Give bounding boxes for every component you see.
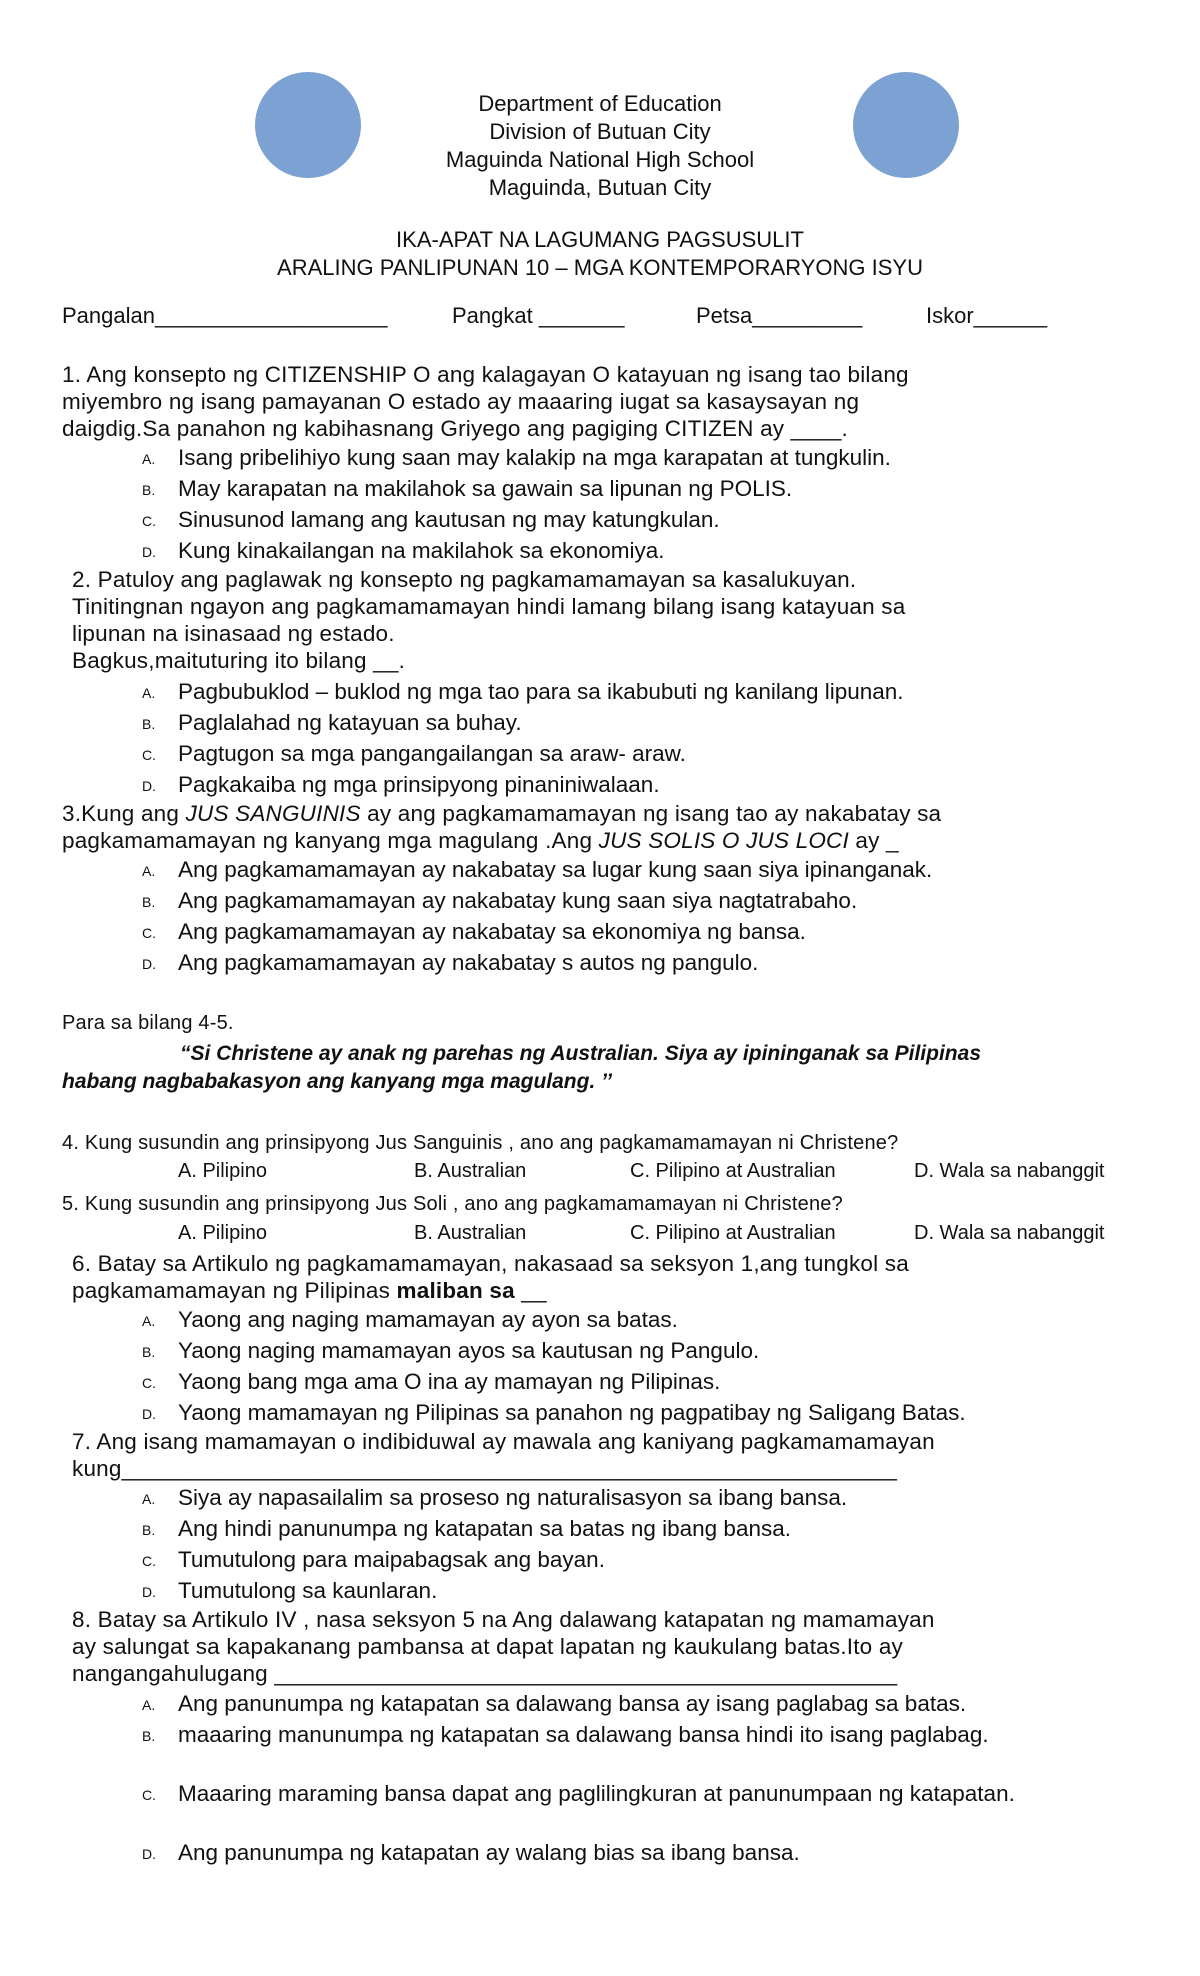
question-text: lipunan na isinasaad ng estado. [72, 621, 395, 646]
question-text: Bagkus,maituturing ito bilang __. [72, 648, 406, 673]
header-line: Division of Butuan City [489, 119, 711, 144]
question-text: ay salungat sa kapakanang pambansa at dapat lapatan ng kaukulang batas.Ito ay [72, 1634, 904, 1659]
question-2 [72, 566, 1152, 674]
question-7 [72, 1428, 1152, 1482]
question-text: daigdig.Sa panahon ng kabihasnang Griyego ang pagiging CITIZEN ay ____. [62, 416, 848, 441]
question-text: nangangahulugang _________________________________________________ [72, 1661, 898, 1686]
question-text: miyembro ng isang pamayanan O estado ay maaaring iugat sa kasaysayan ng [62, 389, 860, 414]
question-text: pagkamamamayan ng kanyang mga magulang .Ang JUS SOLIS O JUS LOCI ay _ [62, 828, 899, 853]
date-field: Petsa_________ [696, 303, 863, 328]
passage-quote: “Si Christene ay anak ng parehas ng Australian. Siya ay ipininganak sa Pilipinas habang nagbabakasyon ang kanyang mga magulang. ’’ [62, 1042, 981, 1093]
passage-label: Para sa bilang 4-5. [62, 1012, 234, 1034]
name-field: Pangalan___________________ [62, 303, 388, 328]
q4-option-b: B. Australian [414, 1160, 527, 1182]
question-4: 4. Kung susundin ang prinsipyong Jus Sanguinis , ano ang pagkamamamayan ni Christene? [62, 1132, 899, 1154]
header-line: Maguinda National High School [445, 147, 755, 172]
question-text: 6. Batay sa Artikulo ng pagkamamamayan, nakasaad sa seksyon 1,ang tungkol sa [72, 1251, 909, 1276]
question-6 [72, 1250, 1152, 1304]
question-text: pagkamamamayan ng Pilipinas maliban sa __ [72, 1278, 547, 1303]
q5-option-c: C. Pilipino at Australian [630, 1222, 836, 1244]
header-line: Maguinda, Butuan City [488, 175, 712, 200]
question-1 [62, 361, 1142, 442]
score-field: Iskor______ [926, 303, 1048, 328]
title-line: IKA-APAT NA LAGUMANG PAGSUSULIT [396, 227, 804, 252]
question-8 [72, 1606, 1152, 1687]
school-header [300, 90, 900, 202]
q5-option-a: A. Pilipino [178, 1222, 267, 1244]
question-3 [62, 800, 1142, 854]
q5-option-d: D. Wala sa nabanggit [914, 1222, 1105, 1244]
question-text: 3.Kung ang JUS SANGUINIS ay ang pagkamamamayan ng isang tao ay nakabatay sa [62, 801, 942, 826]
question-text: 7. Ang isang mamamayan o indibiduwal ay mawala ang kaniyang pagkamamamayan [72, 1429, 935, 1454]
group-field: Pangkat _______ [452, 303, 625, 328]
exam-title [200, 226, 1000, 282]
q5-option-b: B. Australian [414, 1222, 527, 1244]
title-line: ARALING PANLIPUNAN 10 – MGA KONTEMPORARYONG ISYU [277, 255, 923, 280]
question-text: 8. Batay sa Artikulo IV , nasa seksyon 5 na Ang dalawang katapatan ng mamamayan [72, 1607, 935, 1632]
question-5: 5. Kung susundin ang prinsipyong Jus Soli , ano ang pagkamamamayan ni Christene? [62, 1193, 843, 1215]
question-text: 2. Patuloy ang paglawak ng konsepto ng pagkamamamayan sa kasalukuyan. [72, 567, 857, 592]
q4-option-c: C. Pilipino at Australian [630, 1160, 836, 1182]
q4-option-d: D. Wala sa nabanggit [914, 1160, 1105, 1182]
q4-option-a: A. Pilipino [178, 1160, 267, 1182]
question-text: 1. Ang konsepto ng CITIZENSHIP O ang kalagayan O katayuan ng isang tao bilang [62, 362, 909, 387]
question-text: kung_____________________________________________________________ [72, 1456, 898, 1481]
question-text: Tinitingnan ngayon ang pagkamamamayan hindi lamang bilang isang katayuan sa [72, 594, 906, 619]
header-line: Department of Education [478, 91, 722, 116]
